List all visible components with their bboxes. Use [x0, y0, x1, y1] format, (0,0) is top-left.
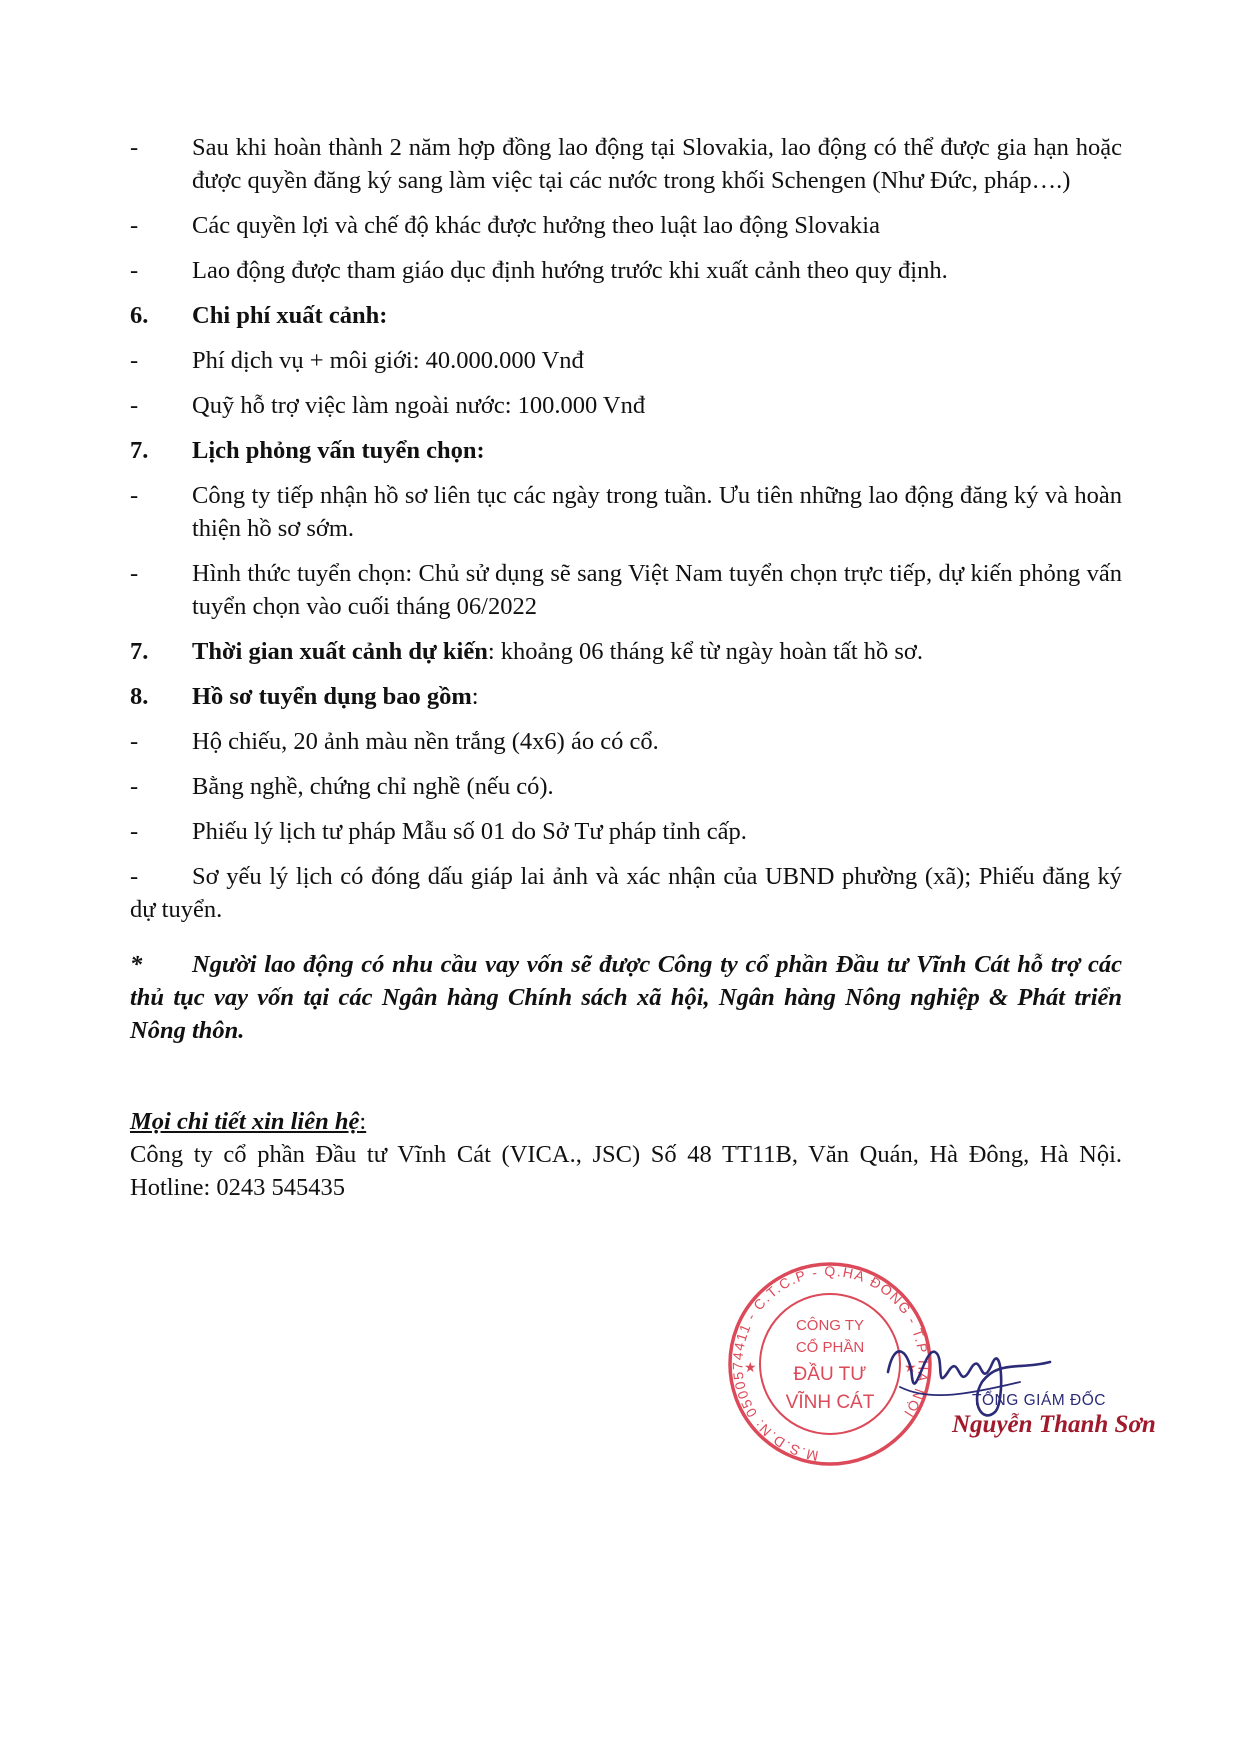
section-6-heading	[130, 299, 1122, 332]
bullet-dash: -	[130, 257, 139, 284]
section-title: Lịch phỏng vấn tuyển chọn:	[192, 437, 485, 464]
bullet-dash: -	[130, 728, 139, 755]
list-item-text: Hình thức tuyển chọn: Chủ sử dụng sẽ sang Việt Nam tuyển chọn trực tiếp, dự kiến phỏng vấn tuyển chọn vào cuối tháng 06/2022	[192, 560, 1122, 620]
bullet-dash: -	[130, 818, 139, 845]
bullet-dash: -	[130, 134, 139, 161]
list-item-text: Lao động được tham giáo dục định hướng trước khi xuất cảnh theo quy định.	[192, 257, 948, 284]
contact-title: Mọi chi tiết xin liên hệ	[130, 1108, 360, 1135]
list-item-text: Quỹ hỗ trợ việc làm ngoài nước: 100.000 Vnđ	[192, 392, 646, 419]
list-item	[130, 815, 1122, 848]
section-detail: :	[471, 683, 479, 710]
section-detail: : khoảng 06 tháng kể từ ngày hoàn tất hồ sơ.	[487, 638, 924, 665]
signer-name: Nguyễn Thanh Sơn	[952, 1411, 1156, 1438]
list-item-text: Hộ chiếu, 20 ảnh màu nền trắng (4x6) áo có cổ.	[192, 728, 659, 755]
list-item	[130, 479, 1122, 545]
section-8-heading	[130, 680, 1122, 713]
list-item	[130, 770, 1122, 803]
svg-text:CỔ PHẦN: CỔ PHẦN	[795, 1339, 865, 1356]
section-title: Thời gian xuất cảnh dự kiến	[192, 638, 488, 665]
list-item-text: Phiếu lý lịch tư pháp Mẫu số 01 do Sở Tư pháp tỉnh cấp.	[192, 818, 747, 845]
list-item	[130, 131, 1122, 197]
bullet-dash: -	[130, 392, 139, 419]
section-7-heading	[130, 434, 1122, 467]
section-title: Chi phí xuất cảnh:	[192, 302, 388, 329]
contact-details: Công ty cổ phần Đầu tư Vĩnh Cát (VICA., JSC) Số 48 TT11B, Văn Quán, Hà Đông, Hà Nội. Hotline: 0243 545435	[130, 1141, 1122, 1201]
list-item-text: Công ty tiếp nhận hồ sơ liên tục các ngày trong tuần. Ưu tiên những lao động đăng ký và hoàn thiện hồ sơ sớm.	[192, 482, 1122, 542]
section-7-departure-time	[130, 635, 1122, 668]
svg-text:M.S.D.N: 0500574411 - C.T.C.P: M.S.D.N: 0500574411 - C.T.C.P - Q.HÀ ĐÔNG - T.P HÀ NỘI	[729, 1262, 932, 1465]
list-item	[130, 860, 1122, 926]
bullet-dash: -	[130, 212, 139, 239]
note-asterisk: *	[130, 951, 143, 978]
contact-heading	[130, 1105, 1122, 1138]
section-title: Hồ sơ tuyển dụng bao gồm	[192, 683, 472, 710]
list-item	[130, 389, 1122, 422]
list-item-text: Sơ yếu lý lịch có đóng dấu giáp lai ảnh và xác nhận của UBND phường (xã); Phiếu đăng ký dự tuyển.	[130, 863, 1122, 923]
section-number: 6.	[130, 302, 149, 329]
svg-text:★: ★	[904, 1359, 917, 1375]
svg-text:ĐẦU TƯ: ĐẦU TƯ	[793, 1364, 867, 1385]
list-item-text: Bằng nghề, chứng chỉ nghề (nếu có).	[192, 773, 554, 800]
section-number: 7.	[130, 437, 149, 464]
loan-support-note	[130, 948, 1122, 1047]
list-item	[130, 254, 1122, 287]
svg-text:CÔNG TY: CÔNG TY	[795, 1317, 865, 1334]
svg-text:★: ★	[744, 1359, 757, 1375]
list-item	[130, 557, 1122, 623]
bullet-dash: -	[130, 863, 139, 890]
bullet-dash: -	[130, 560, 139, 587]
document-body	[130, 131, 1122, 1204]
contact-colon: :	[359, 1108, 367, 1135]
list-item-text: Các quyền lợi và chế độ khác được hưởng theo luật lao động Slovakia	[192, 212, 880, 239]
signer-title: TỔNG GIÁM ĐỐC	[972, 1392, 1106, 1409]
list-item-text: Phí dịch vụ + môi giới: 40.000.000 Vnđ	[192, 347, 584, 374]
list-item	[130, 725, 1122, 758]
note-text: Người lao động có nhu cầu vay vốn sẽ được Công ty cổ phần Đầu tư Vĩnh Cát hỗ trợ các thủ tục vay vốn tại các Ngân hàng Chính sách xã hội, Ngân hàng Nông nghiệp & Phát triển Nông thôn.	[130, 951, 1122, 1044]
list-item-text: Sau khi hoàn thành 2 năm hợp đồng lao động tại Slovakia, lao động có thể được gia hạn hoặc được quyền đăng ký sang làm việc tại các nước trong khối Schengen (Như Đức, pháp….)	[192, 134, 1122, 194]
svg-text:VĨNH CÁT: VĨNH CÁT	[785, 1392, 875, 1413]
section-number: 7.	[130, 638, 149, 665]
section-number: 8.	[130, 683, 149, 710]
bullet-dash: -	[130, 482, 139, 509]
bullet-dash: -	[130, 773, 139, 800]
list-item	[130, 209, 1122, 242]
list-item	[130, 344, 1122, 377]
bullet-dash: -	[130, 347, 139, 374]
